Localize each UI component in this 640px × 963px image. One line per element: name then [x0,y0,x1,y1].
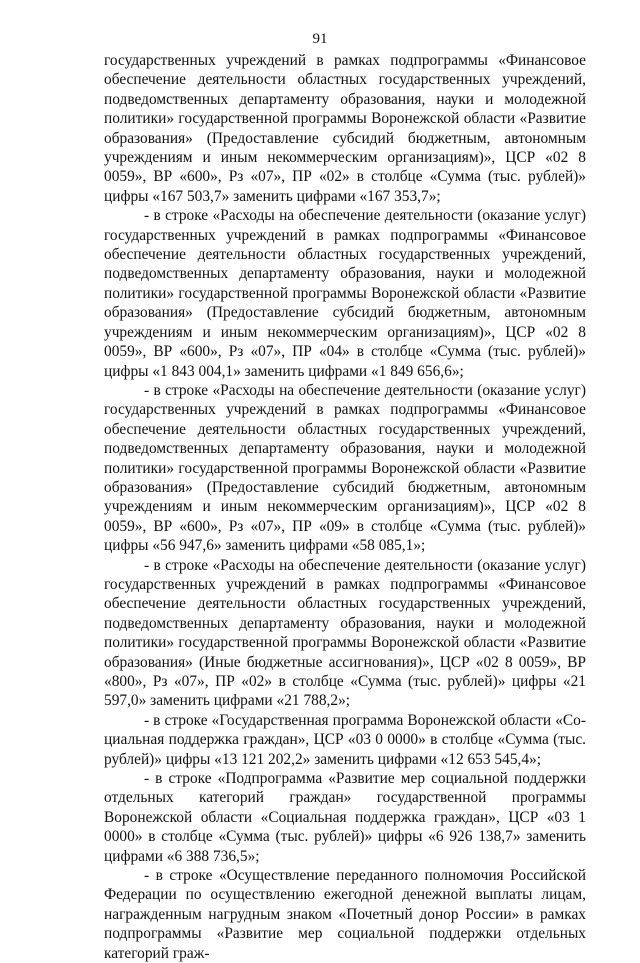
paragraph: - в строке «Государственная программа Воронежской области «Социальная поддержка граждан», ЦСР «03 0 0000» в столбце «Сумма (тыс. рублей)» цифры «13 121 202,2» заменить цифрами «12 653 545,4»; [104,711,586,768]
page-number: 91 [312,31,328,47]
paragraph: - в строке «Подпрограмма «Развитие мер социальной поддержки отдельных категорий граждан» государственной программы Воронежской области «Социальная поддержка граждан», ЦСР «03 1 0000» в столбце «Сумма (тыс. рублей)» цифры «6 926 138,7» заменить цифрами «6 388 736,5»; [104,770,586,865]
paragraph: - в строке «Расходы на обеспечение деятельности (оказание услуг) государственных учреждений в рамках подпрограммы «Финансовое обеспечение деятельности областных государственных учреждений, подведомственных департаменту образования, науки и молодежной политики» государственной программы Воронежской области «Развитие образования» (Предоставление субсидий бюджетным, автономным учреждениям и иным некоммерческим организациям)», ЦСР «02 8 0059», ВР «600», Рз «07», ПР «04» в столбце «Сумма (тыс. рублей)» цифры «1 843 004,1» заменить цифрами «1 849 656,6»; [104,207,586,380]
paragraph: - в строке «Расходы на обеспечение деятельности (оказание услуг) государственных учреждений в рамках подпрограммы «Финансовое обеспечение деятельности областных государственных учреждений, подведомственных департаменту образования, науки и молодежной политики» государственной программы Воронежской области «Развитие образования» (Иные бюджетные ассигнования)», ЦСР «02 8 0059», ВР «800», Рз «07», ПР «02» в столбце «Сумма (тыс. рублей)» цифры «21 597,0» заменить цифрами «21 788,2»; [104,556,586,710]
paragraph: государственных учреждений в рамках подпрограммы «Финансовое обеспечение деятельности областных государственных учреждений, подведомственных департаменту образования, науки и молодежной политики» государственной программы Воронежской области «Развитие образования» (Предоставление субсидий бюджетным, автономным учреждениям и иным некоммерческим организациям)», ЦСР «02 8 0059», ВР «600», Рз «07», ПР «02» в столбце «Сумма (тыс. рублей)» цифры «167 503,7» заменить цифрами «167 353,7»; [104,52,586,205]
document-body [104,51,586,963]
paragraph: - в строке «Осуществление переданного полномочия Российской Федерации по осуществлению ежегодной денежной выплаты лицам, награжденным нагрудным знаком «Почетный донор России» в рамках подпрограммы «Развитие мер социальной поддержки отдельных категорий граж- [104,867,586,962]
paragraph: - в строке «Расходы на обеспечение деятельности (оказание услуг) государственных учреждений в рамках подпрограммы «Финансовое обеспечение деятельности областных государственных учреждений, подведомственных департаменту образования, науки и молодежной политики» государственной программы Воронежской области «Развитие образования» (Предоставление субсидий бюджетным, автономным учреждениям и иным некоммерческим организациям)», ЦСР «02 8 0059», ВР «600», Рз «07», ПР «09» в столбце «Сумма (тыс. рублей)» цифры «56 947,6» заменить цифрами «58 085,1»; [104,381,586,555]
